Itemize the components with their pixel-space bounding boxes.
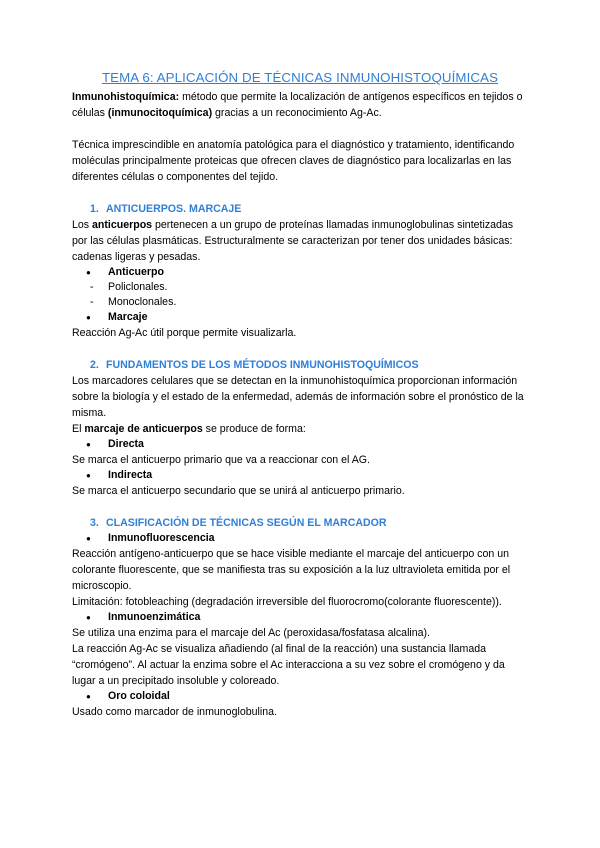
section-2-paragraph: Los marcadores celulares que se detectan en la inmunohistoquímica proporcionan información sobre la biología y el estado de la enfermedad, además de información sobre el pronóstico de la misma. <box>72 375 524 419</box>
intro-term2: (inmunocitoquímica) <box>107 107 213 119</box>
page-title: TEMA 6: APLICACIÓN DE TÉCNICAS INMUNOHISTOQUÍMICAS <box>101 70 499 85</box>
s1-bold-term: anticuerpos <box>92 219 153 231</box>
bullet-indirecta: ● Indirecta <box>72 468 528 483</box>
section-2-heading <box>72 357 528 373</box>
intro-paragraph-2: Técnica imprescindible en anatomía patológica para el diagnóstico y tratamiento, identificando moléculas principalmente proteicas que ofrecen claves de diagnóstico para localizarlas en las diferentes células o componentes del tejido. <box>72 139 515 183</box>
dash-monoclonales: - Monoclonales. <box>72 295 528 310</box>
dash-policlonales: - Policlonales. <box>72 280 528 295</box>
section-3-paragraph-3: Se utiliza una enzima para el marcaje del Ac (peroxidasa/fosfatasa alcalina). <box>72 627 431 639</box>
intro-text-b: gracias a un reconocimiento Ag-Ac. <box>212 107 382 119</box>
section-2-paragraph-4: Se marca el anticuerpo secundario que se unirá al anticuerpo primario. <box>72 485 405 497</box>
bullet-anticuerpo: ● Anticuerpo <box>72 265 528 280</box>
bullet-oro-coloidal: ● Oro coloidal <box>72 689 528 704</box>
bullet-inmunofluorescencia: ● Inmunofluorescencia <box>72 531 528 546</box>
section-3-paragraph-4: La reacción Ag-Ac se visualiza añadiendo (al final de la reacción) una sustancia llamada “cromógeno”. Al actuar la enzima sobre el Ac interacciona a su vez sobre el cromógeno y da lugar a un precipitado insoluble y coloreado. <box>72 643 505 687</box>
s2-text-pre: El <box>72 423 85 435</box>
section-1-heading <box>72 201 528 217</box>
section-3-paragraph: Reacción antígeno-anticuerpo que se hace visible mediante el marcaje del anticuerpo con un colorante fluorescente, que se manifiesta tras su exposición a la luz ultravioleta emitida por el microscopio. <box>72 548 511 592</box>
section-1-paragraph-2: Reacción Ag-Ac útil porque permite visualizarla. <box>72 327 297 339</box>
bullet-directa: ● Directa <box>72 437 528 452</box>
section-2-title: FUNDAMENTOS DE LOS MÉTODOS INMUNOHISTOQUÍMICOS <box>106 359 419 371</box>
section-2-paragraph-3: Se marca el anticuerpo primario que va a reaccionar con el AG. <box>72 454 370 466</box>
intro-text-a: método que permite la localización de antígenos específicos en tejidos o células <box>72 91 523 119</box>
s2-text-post: se produce de forma: <box>202 423 306 435</box>
intro-term: Inmunohistoquímica: <box>72 91 180 103</box>
section-1-number: 1. <box>90 203 99 215</box>
document-page <box>72 70 528 720</box>
section-3-title: CLASIFICACIÓN DE TÉCNICAS SEGÚN EL MARCADOR <box>106 517 387 529</box>
bullet-marcaje: ● Marcaje <box>72 310 528 325</box>
bullet-inmunoenzimatica: ● Inmunoenzimática <box>72 610 528 625</box>
section-3-number: 3. <box>90 517 99 529</box>
intro-paragraph <box>72 89 528 121</box>
section-3-paragraph-2: Limitación: fotobleaching (degradación irreversible del fluorocromo(colorante fluorescente)). <box>72 596 502 608</box>
section-2-paragraph-2 <box>72 421 528 437</box>
section-1-paragraph <box>72 217 528 265</box>
s2-bold-term: marcaje de anticuerpos <box>84 423 203 435</box>
section-3-heading <box>72 515 528 531</box>
section-2-number: 2. <box>90 359 99 371</box>
section-1-title: ANTICUERPOS. MARCAJE <box>106 203 242 215</box>
s1-text-pre: Los <box>72 219 93 231</box>
s1-text-post: pertenecen a un grupo de proteínas llamadas inmunoglobulinas sintetizadas por las células plasmáticas. Estructuralmente se caracterizan por tener dos unidades básicas: cadenas ligeras y pesadas. <box>72 219 514 263</box>
section-3-paragraph-5: Usado como marcador de inmunoglobulina. <box>72 706 277 718</box>
